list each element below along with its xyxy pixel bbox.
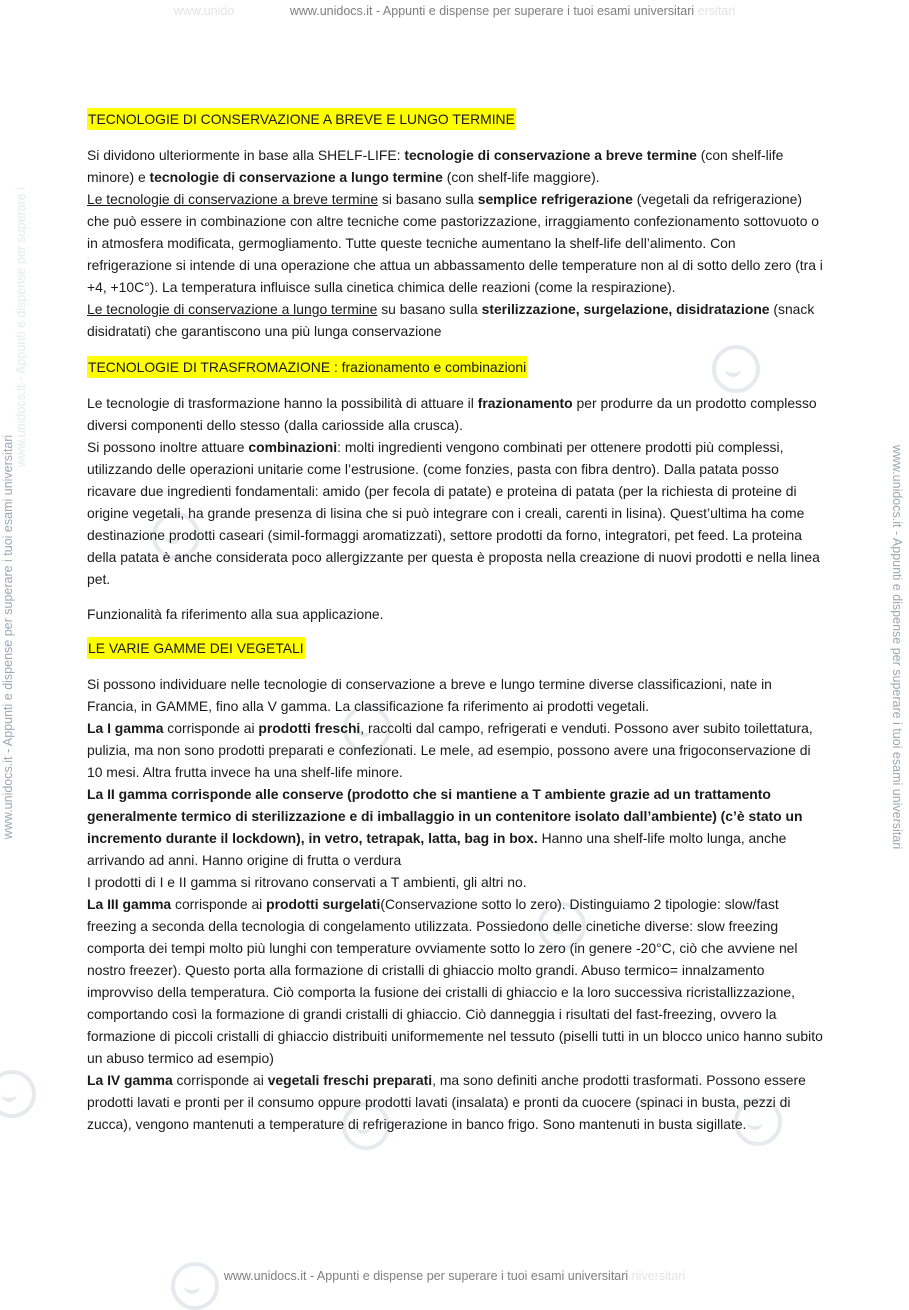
header-ghost-left: www.unido [173, 4, 235, 18]
heading-bold-part: frazionamento e combinazioni [341, 359, 527, 375]
page-footer-watermark [0, 1269, 909, 1283]
text-span: (con shelf-life maggiore). [442, 169, 600, 185]
page-header-watermark [0, 4, 909, 18]
bold-term: semplice refrigerazione [477, 191, 633, 207]
highlighted-heading: LE VARIE GAMME DEI VEGETALI [87, 637, 305, 659]
text-span: Si dividono ulteriormente in base alla SHELF-LIFE: [87, 147, 405, 163]
text-span: corrisponde ai [163, 720, 259, 736]
paragraph-gamma-2 [87, 783, 823, 871]
side-watermark-left: www.unidocs.it - Appunti e dispense per superare i tuoi esami universitari [1, 434, 15, 840]
document-body [87, 108, 823, 1135]
paragraph-gamma-4 [87, 1069, 823, 1135]
text-span: , raccolti dal campo, refrigerati e venduti. Possono aver subito toilettatura, pulizia, ma non sono prodotti preparati e confezionati. Le mele, ad esempio, possono avere una frigoconservazione di 10 mesi. Altra frutta invece ha una shelf-life minore. [87, 720, 813, 780]
paragraph-shelf-life [87, 144, 823, 188]
bold-term: combinazioni [248, 439, 338, 455]
section-title-gamme [87, 637, 823, 659]
underlined-term: Le tecnologie di conservazione a lungo termine [87, 301, 378, 317]
text-span: su basano sulla [377, 301, 482, 317]
heading-part: TECNOLOGIE DI TRASFROMAZIONE : [88, 359, 342, 375]
text-span: si basano sulla [378, 191, 478, 207]
underlined-term: Le tecnologie di conservazione a breve termine [87, 191, 379, 207]
paragraph-gamma-1 [87, 717, 823, 783]
section-title-conservazione [87, 108, 823, 130]
text-span: (vegetali da refrigerazione) che può essere in combinazione con altre tecniche come pastorizzazione, irraggiamento confezionamento sottovuoto o in atmosfera modificata, germogliamento. Tutte queste tecniche aumentano la shelf-life dell’alimento. Con refrigerazione si intende di una operazione che attua un abbassamento delle temperature non al di sotto dello zero (tra i +4, +10C°). La temperatura influisce sulla cinetica chimica delle reazioni (come la respirazione). [87, 191, 823, 295]
bold-term: La III gamma [87, 896, 172, 912]
highlighted-heading [87, 356, 527, 378]
footer-watermark-text: www.unidocs.it - Appunti e dispense per superare i tuoi esami universitari [223, 1269, 629, 1283]
bold-term: prodotti surgelati [266, 896, 381, 912]
bold-term: vegetali freschi preparati [267, 1072, 433, 1088]
footer-ghost-right: niversitari [631, 1269, 686, 1283]
text-span: per produrre da un prodotto complesso diversi componenti dello stesso (dalla cariosside alla crusca). [87, 395, 817, 433]
bold-term: sterilizzazione, surgelazione, disidratazione [481, 301, 770, 317]
bold-term: La II gamma corrisponde alle conserve (prodotto che si mantiene a T ambiente grazie ad un trattamento generalmente termico di sterilizzazione e di imballaggio in un contenitore isolato dall’ambiente) (c’è stato un incremento durante il lockdown), in vetro, tetrapak, latta, bag in box. [87, 786, 803, 846]
bold-term: tecnologie di conservazione a lungo termine [149, 169, 443, 185]
highlighted-heading: TECNOLOGIE DI CONSERVAZIONE A BREVE E LUNGO TERMINE [87, 108, 516, 130]
text-span: Hanno una shelf-life molto lunga, anche arrivando ad anni. Hanno origine di frutta o verdura [87, 830, 787, 868]
text-span: , ma sono definiti anche prodotti trasformati. Possono essere prodotti lavati e pronti per il consumo oppure prodotti lavati (insalata) e pronti da cuocere (spinaci in busta, pezzi di zucca), vengono mantenuti a temperature di refrigerazione in banco frigo. Sono mantenuti in busta sigillate. [87, 1072, 806, 1132]
section-title-trasformazione [87, 356, 823, 378]
header-watermark-text: www.unidocs.it - Appunti e dispense per superare i tuoi esami universitari [289, 4, 695, 18]
bold-term: La IV gamma [87, 1072, 173, 1088]
text-span: (snack disidratati) che garantiscono una più lunga conservazione [87, 301, 815, 339]
bold-term: frazionamento [477, 395, 573, 411]
paragraph-combinazioni [87, 436, 823, 590]
paragraph-breve-termine [87, 188, 823, 298]
bold-term: prodotti freschi [258, 720, 361, 736]
bold-term: La I gamma [87, 720, 164, 736]
paragraph-frazionamento [87, 392, 823, 436]
bold-term: tecnologie di conservazione a breve termine [404, 147, 697, 163]
text-span: : molti ingredienti vengono combinati per ottenere prodotti più complessi, utilizzando delle operazioni unitarie come l’estrusione. (come fonzies, pasta con fibra dentro). Dalla patata posso ricavare due ingredienti fondamentali: amido (per fecola di patate) e proteina di patata (per la richiesta di proteine di origine vegetali, ha grande presenza di lisina che si può integrare con i creali, carenti in lisina). Quest’ultima ha come destinazione prodotti caseari (simil-formaggi aromatizzati), settore prodotti da forno, integratori, pet feed. La proteina della patata è anche considerata poco allergizzante per questa è proposta nella creazione di nuovi prodotti e nella linea pet. [87, 439, 820, 587]
paragraph-funzionalita: Funzionalità fa riferimento alla sua applicazione. [87, 606, 384, 622]
paragraph-gamma-1-2-note: I prodotti di I e II gamma si ritrovano conservati a T ambienti, gli altri no. [87, 874, 527, 890]
text-span: corrisponde ai [172, 1072, 268, 1088]
header-ghost-right: ersitari [697, 4, 736, 18]
side-watermark-right: www.unidocs.it - Appunti e dispense per superare i tuoi esami universitari [890, 444, 904, 850]
text-span: (Conservazione sotto lo zero). Distinguiamo 2 tipologie: slow/fast freezing a seconda della tecnologia di congelamento utilizzata. Possiedono delle cinetiche diverse: slow freezing comporta dei tempi molto più lunghi con temperature ovviamente sotto lo zero (in genere -20°C, ciò che avviene nel nostro freezer). Questo porta alla formazione di cristalli di ghiaccio molto grandi. Abuso termico= innalzamento improvviso della temperatura. Ciò comporta la fusione dei cristalli di ghiaccio e la loro successiva ricristallizzazione, comportando così la formazione di grandi cristalli di ghiaccio. Ciò danneggia i risultati del fast-freezing, ovvero la formazione di piccoli cristalli di ghiaccio distribuiti uniformemente nel tessuto (piselli tutti in un blocco unico hanno subito un abuso termico ad esempio) [87, 896, 823, 1066]
side-watermark-left-ghost: www.unidocs.it - Appunti e dispense per superare i [14, 186, 28, 468]
text-span: Le tecnologie di trasformazione hanno la possibilità di attuare il [87, 395, 478, 411]
text-span: Si possono inoltre attuare [87, 439, 249, 455]
paragraph-gamme-intro: Si possono individuare nelle tecnologie di conservazione a breve e lungo termine diverse classificazioni, nate in Francia, in GAMME, fino alla V gamma. La classificazione fa riferimento ai prodotti vegetali. [87, 676, 772, 714]
text-span: corrisponde ai [171, 896, 267, 912]
paragraph-gamma-3 [87, 893, 823, 1069]
unidocs-logo-icon [0, 1070, 36, 1118]
paragraph-lungo-termine [87, 298, 823, 342]
text-span: (con shelf-life minore) e [87, 147, 784, 185]
